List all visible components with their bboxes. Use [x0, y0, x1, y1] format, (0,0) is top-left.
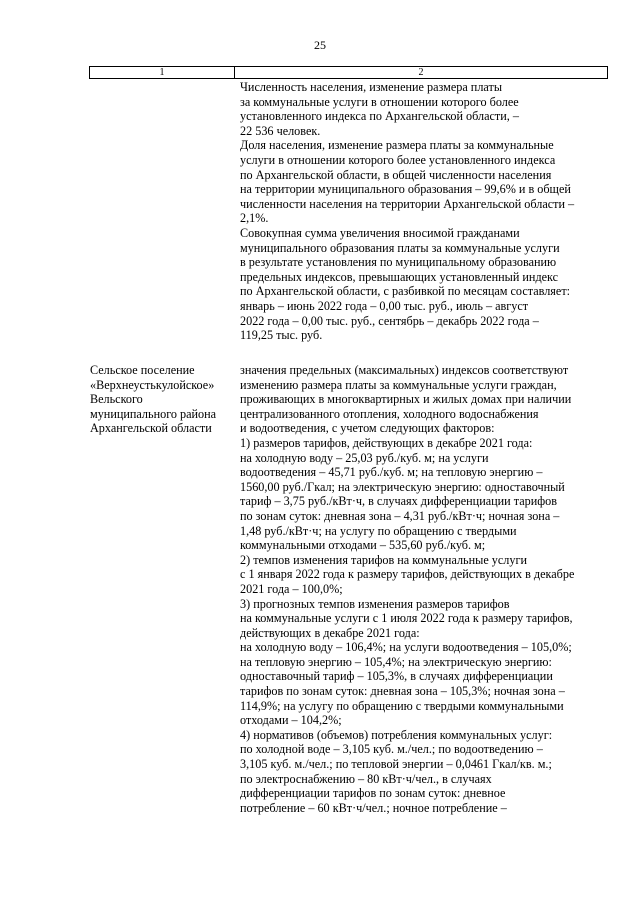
municipality-line: Архангельской области: [90, 421, 212, 436]
text-line: Доля населения, изменение размера платы за коммунальные: [240, 138, 554, 153]
text-line: 114,9%; на услугу по обращению с твердыми коммунальными: [240, 698, 564, 713]
text-line: Совокупная сумма увеличения вносимой гражданами: [240, 225, 520, 240]
text-line: на холодную воду – 25,03 руб./куб. м; на услуги: [240, 450, 489, 465]
text-line: тарифов по зонам суток: дневная зона – 105,3%; ночная зона –: [240, 684, 565, 699]
text-line: 2) темпов изменения тарифов на коммунальные услуги: [240, 552, 527, 567]
text-line: численности населения на территории Архангельской области –: [240, 196, 575, 211]
text-line: потребление – 60 кВт·ч/чел.; ночное потребление –: [240, 800, 507, 815]
text-line: проживающих в многоквартирных и жилых домах при наличии: [240, 392, 572, 407]
text-line: по Архангельской области, в общей численности населения: [240, 167, 552, 182]
text-line: 1,48 руб./кВт·ч; на услугу по обращению с твердыми: [240, 523, 517, 538]
text-line: 3,105 куб. м./чел.; по тепловой энергии – 0,0461 Гкал/кв. м.;: [240, 757, 552, 772]
text-line: действующих в декабре 2021 года:: [240, 625, 420, 640]
municipality-line: Сельское поселение: [90, 363, 195, 377]
text-line: централизованного отопления, холодного водоснабжения: [240, 406, 539, 421]
text-line: услуги в отношении которого более установленного индекса: [240, 152, 556, 167]
text-line: по холодной воде – 3,105 куб. м./чел.; по водоотведению –: [240, 742, 543, 757]
text-line: значения предельных (максимальных) индексов соответствуют: [240, 363, 569, 377]
text-line: за коммунальные услуги в отношении которого более: [240, 94, 519, 109]
text-line: 2022 года – 0,00 тыс. руб., сентябрь – декабрь 2022 года –: [240, 313, 539, 328]
text-block-population-stats: [240, 80, 612, 343]
text-line: по электроснабжению – 80 кВт·ч/чел., в случаях: [240, 771, 492, 786]
text-line: 1560,00 руб./Гкал; на электрическую энергию: одноставочный: [240, 479, 565, 494]
text-line: в результате установления по муниципальному образованию: [240, 255, 557, 270]
municipality-line: Вельского: [90, 392, 143, 407]
text-line: 4) нормативов (объемов) потребления коммунальных услуг:: [240, 727, 553, 742]
municipality-label: [90, 363, 240, 436]
text-line: на холодную воду – 106,4%; на услуги водоотведения – 105,0%;: [240, 640, 572, 655]
text-line: по Архангельской области, с разбивкой по месяцам составляет:: [240, 284, 571, 299]
text-line: 2,1%.: [240, 211, 269, 226]
text-line: 1) размеров тарифов, действующих в декабре 2021 года:: [240, 435, 533, 450]
text-line: и водоотведения, с учетом следующих факторов:: [240, 421, 495, 436]
text-block-index-factors: [240, 363, 612, 815]
text-line: на территории муниципального образования – 99,6% и в общей: [240, 182, 571, 197]
text-line: тариф – 3,75 руб./кВт·ч, в случаях дифференциации тарифов: [240, 494, 557, 509]
text-line: 2021 года – 100,0%;: [240, 581, 343, 596]
municipality-line: «Верхнеустькулойское»: [90, 377, 215, 392]
text-line: предельных индексов, превышающих установленный индекс: [240, 269, 559, 284]
text-line: Численность населения, изменение размера платы: [240, 80, 503, 94]
table-header: [89, 66, 608, 79]
column-header-2: 2: [235, 67, 608, 79]
municipality-line: муниципального района: [90, 406, 217, 421]
text-line: 22 536 человек.: [240, 123, 321, 138]
text-line: дифференциации тарифов по зонам суток: дневное: [240, 786, 506, 801]
text-line: по зонам суток: дневная зона – 4,31 руб./кВт·ч; ночная зона –: [240, 508, 560, 523]
text-line: на коммунальные услуги с 1 июля 2022 года к размеру тарифов,: [240, 611, 573, 626]
text-line: муниципального образования платы за коммунальные услуги: [240, 240, 560, 255]
page-number: 25: [314, 38, 326, 52]
text-line: 119,25 тыс. руб.: [240, 328, 323, 343]
text-line: с 1 января 2022 года к размеру тарифов, действующих в декабре: [240, 567, 575, 582]
text-line: январь – июнь 2022 года – 0,00 тыс. руб., июль – август: [240, 298, 529, 313]
text-line: коммунальными отходами – 535,60 руб./куб. м;: [240, 538, 486, 553]
text-line: на тепловую энергию – 105,4%; на электрическую энергию:: [240, 654, 552, 669]
text-line: изменению размера платы за коммунальные услуги граждан,: [240, 377, 557, 392]
text-line: водоотведения – 45,71 руб./куб. м; на тепловую энергию –: [240, 465, 543, 480]
text-line: одноставочный тариф – 105,3%, в случаях дифференциации: [240, 669, 553, 684]
text-line: 3) прогнозных темпов изменения размеров тарифов: [240, 596, 510, 611]
column-header-1: 1: [90, 67, 235, 79]
text-line: отходами – 104,2%;: [240, 713, 342, 728]
text-line: установленного индекса по Архангельской области, –: [240, 109, 519, 124]
